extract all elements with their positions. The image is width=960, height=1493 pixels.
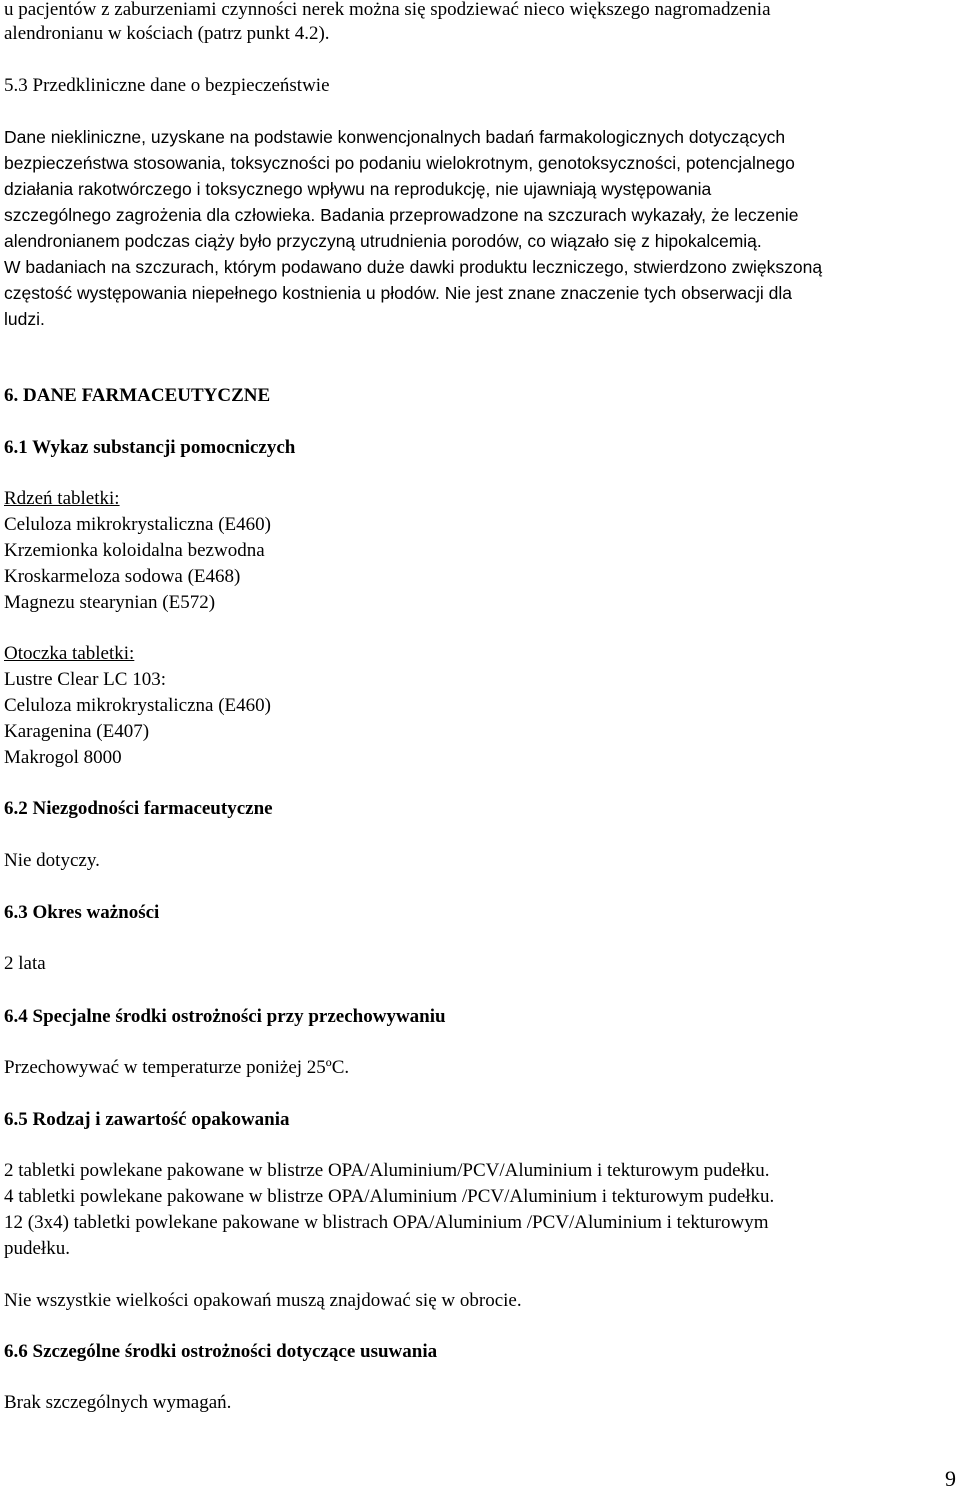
core-item: Krzemionka koloidalna bezwodna: [4, 540, 265, 561]
section-6-1-heading: 6.1 Wykaz substancji pomocniczych: [4, 437, 296, 458]
section-6-2-heading: 6.2 Niezgodności farmaceutyczne: [4, 798, 273, 819]
packaging-line: 12 (3x4) tabletki powlekane pakowane w blistrach OPA/Aluminium /PCV/Aluminium i tekturowym: [4, 1212, 769, 1233]
packaging-line: 2 tabletki powlekane pakowane w blistrze OPA/Aluminium/PCV/Aluminium i tekturowym pudełku.: [4, 1160, 770, 1181]
coat-item: Makrogol 8000: [4, 747, 122, 768]
coat-item: Lustre Clear LC 103:: [4, 669, 166, 690]
s53-paragraph-line-2: bezpieczeństwa stosowania, toksyczności po podaniu wielokrotnym, genotoksyczności, potencjalnego: [4, 153, 795, 173]
core-item: Celuloza mikrokrystaliczna (E460): [4, 514, 271, 535]
coat-item: Karagenina (E407): [4, 721, 150, 742]
s53-paragraph-line-6: W badaniach na szczurach, którym podawano duże dawki produktu leczniczego, stwierdzono zwiększoną: [4, 257, 823, 277]
core-label: Rdzeń tabletki:: [4, 488, 120, 509]
section-6-5-heading: 6.5 Rodzaj i zawartość opakowania: [4, 1109, 290, 1130]
packaging-line: pudełku.: [4, 1238, 70, 1259]
s53-paragraph-line-3: działania rakotwórczego i toksycznego wpływu na reprodukcję, nie ujawniają występowania: [4, 179, 712, 199]
s53-paragraph-line-5: alendronianem podczas ciąży było przyczyną utrudnienia porodów, co wiązało się z hipokalcemią.: [4, 231, 762, 251]
coat-label: Otoczka tabletki:: [4, 643, 135, 664]
s53-paragraph-line-7: częstość występowania niepełnego kostnienia u płodów. Nie jest znane znaczenie tych obserwacji dla: [4, 283, 792, 303]
section-6-3-heading: 6.3 Okres ważności: [4, 902, 160, 923]
section-6-4-heading: 6.4 Specjalne środki ostrożności przy przechowywaniu: [4, 1006, 446, 1027]
packaging-line: 4 tabletki powlekane pakowane w blistrze OPA/Aluminium /PCV/Aluminium i tekturowym pudełku.: [4, 1186, 775, 1207]
core-item: Magnezu stearynian (E572): [4, 592, 216, 613]
page-number: 9: [945, 1466, 956, 1491]
packaging-note: Nie wszystkie wielkości opakowań muszą znajdować się w obrocie.: [4, 1290, 522, 1311]
section-6-3-text: 2 lata: [4, 953, 46, 974]
section-6-heading: 6. DANE FARMACEUTYCZNE: [4, 385, 271, 406]
coat-item: Celuloza mikrokrystaliczna (E460): [4, 695, 271, 716]
s53-paragraph-line-4: szczególnego zagrożenia dla człowieka. Badania przeprowadzone na szczurach wykazały, że leczenie: [4, 205, 799, 225]
intro-line-2: alendronianu w kościach (patrz punkt 4.2).: [4, 23, 330, 44]
section-5-3-heading: 5.3 Przedkliniczne dane o bezpieczeństwie: [4, 75, 330, 96]
section-6-4-text: Przechowywać w temperaturze poniżej 25ºC.: [4, 1057, 350, 1078]
section-6-2-text: Nie dotyczy.: [4, 850, 100, 871]
section-6-6-text: Brak szczególnych wymagań.: [4, 1392, 232, 1413]
section-6-6-heading: 6.6 Szczególne środki ostrożności dotyczące usuwania: [4, 1341, 438, 1362]
intro-line-1: u pacjentów z zaburzeniami czynności nerek można się spodziewać nieco większego nagromadzenia: [4, 0, 771, 20]
core-item: Kroskarmeloza sodowa (E468): [4, 566, 241, 587]
s53-paragraph-line-8: ludzi.: [4, 309, 45, 329]
s53-paragraph-line-1: Dane niekliniczne, uzyskane na podstawie konwencjonalnych badań farmakologicznych dotyczących: [4, 127, 786, 147]
